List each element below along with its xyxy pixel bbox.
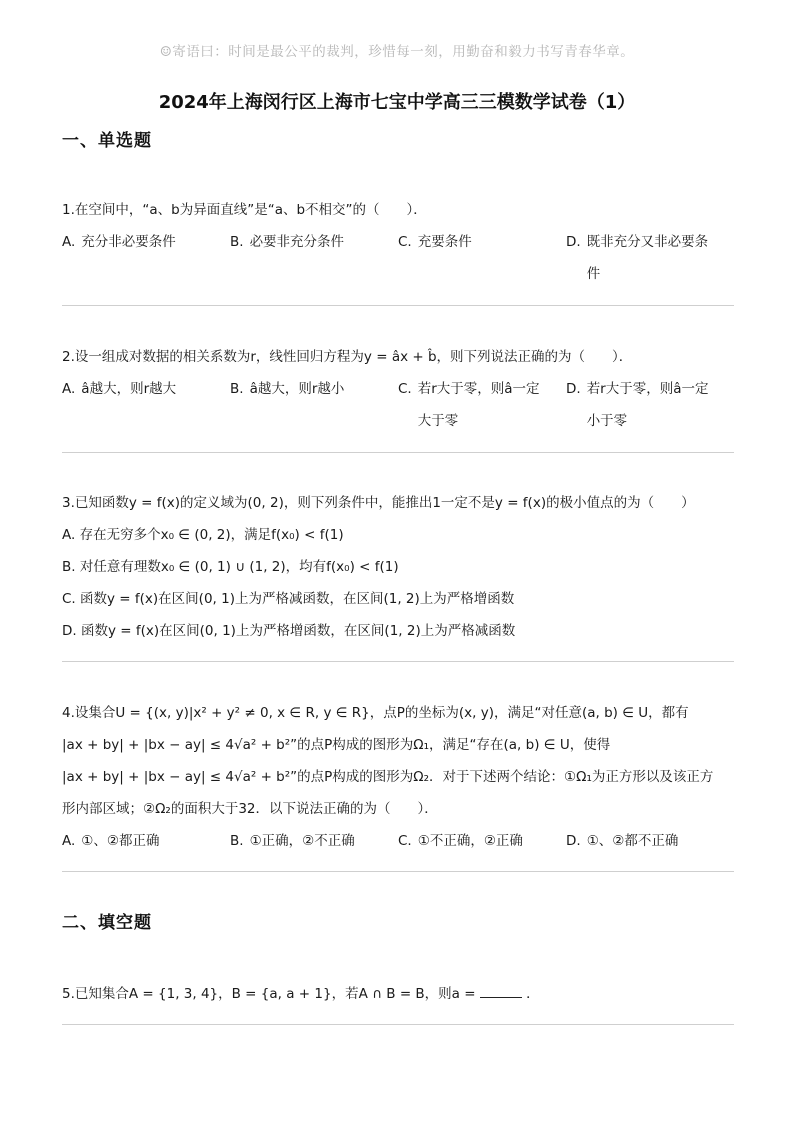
question-2-stem: 2.设一组成对数据的相关系数为r，线性回归方程为y = âx + b̂，则下列说法正确的为（ ）． bbox=[62, 349, 633, 365]
option-label: D. bbox=[566, 833, 581, 849]
option-text: ①、②都不正确 bbox=[586, 833, 679, 849]
option-text: â越大，则r越大 bbox=[81, 381, 177, 397]
page-motto: ☺寄语曰：时间是最公平的裁判，珍惜每一刻，用勤奋和毅力书写青春华章。 bbox=[159, 44, 635, 60]
option-text bbox=[587, 226, 734, 290]
option-text-line-2: 大于零 bbox=[417, 413, 459, 429]
option-text bbox=[418, 373, 566, 437]
option-text-line-1: 既非充分又非必要条 bbox=[586, 234, 709, 250]
option-text: 函数y = f(x)在区间(0, 1)上为严格增函数，在区间(1, 2)上为严格减函数 bbox=[80, 623, 516, 639]
option-label: B. bbox=[230, 833, 244, 849]
option-text: ①、②都正确 bbox=[81, 833, 160, 849]
option-text: 充要条件 bbox=[417, 234, 472, 250]
question-5-end: ． bbox=[526, 986, 540, 1002]
option-c[interactable] bbox=[398, 825, 566, 857]
option-label: A. bbox=[62, 381, 76, 397]
question-4-stem-line-2: |ax + by| + |bx − ay| ≤ 4√a² + b²”的点P构成的图形为Ω₁，满足“存在(a, b) ∈ U，使得 bbox=[62, 737, 611, 753]
option-text: 必要非充分条件 bbox=[249, 234, 345, 250]
option-d[interactable] bbox=[62, 615, 734, 647]
option-label: D. bbox=[62, 623, 77, 639]
option-label: D. bbox=[566, 234, 581, 250]
option-text: 存在无穷多个x₀ ∈ (0, 2)，满足f(x₀) < f(1) bbox=[79, 527, 344, 543]
option-text: ①正确，②不正确 bbox=[249, 833, 355, 849]
option-c[interactable] bbox=[398, 373, 566, 437]
option-label: C. bbox=[62, 591, 76, 607]
section-single-choice: 一、单选题 bbox=[62, 131, 152, 151]
option-text: 充分非必要条件 bbox=[81, 234, 176, 250]
option-text-line-2: 件 bbox=[586, 266, 601, 282]
question-3-stem: 3.已知函数y = f(x)的定义域为(0, 2)，则下列条件中，能推出1一定不是y = f(x)的极小值点的为（ ） bbox=[62, 495, 695, 511]
option-label: D. bbox=[566, 381, 581, 397]
question-2 bbox=[62, 341, 734, 437]
option-text: â越大，则r越小 bbox=[249, 381, 345, 397]
option-text-line-1: 若r大于零，则â一定 bbox=[417, 381, 540, 397]
option-a[interactable] bbox=[62, 519, 734, 551]
option-text: ①不正确，②正确 bbox=[417, 833, 523, 849]
question-4-stem-line-1: 4.设集合U = {(x, y)|x² + y² ≠ 0, x ∈ R, y ∈ R}，点P的坐标为(x, y)，满足“对任意(a, b) ∈ U，都有 bbox=[62, 705, 689, 721]
option-label: A. bbox=[62, 234, 76, 250]
option-label: C. bbox=[398, 381, 412, 397]
section-fill-blank: 二、填空题 bbox=[62, 913, 152, 933]
option-c[interactable] bbox=[398, 226, 566, 290]
option-text: 对任意有理数x₀ ∈ (0, 1) ∪ (1, 2)，均有f(x₀) < f(1) bbox=[79, 559, 399, 575]
answer-blank[interactable] bbox=[480, 983, 522, 998]
option-a[interactable] bbox=[62, 226, 230, 290]
option-label: C. bbox=[398, 234, 412, 250]
divider bbox=[62, 1024, 734, 1025]
option-label: C. bbox=[398, 833, 412, 849]
option-b[interactable] bbox=[230, 226, 398, 290]
question-4-stem-line-4: 形内部区域；②Ω₂的面积大于32．以下说法正确的为（ ）． bbox=[62, 801, 438, 817]
question-1-options bbox=[62, 226, 734, 290]
option-b[interactable] bbox=[230, 825, 398, 857]
question-4 bbox=[62, 697, 734, 857]
divider bbox=[62, 661, 734, 662]
option-b[interactable] bbox=[230, 373, 398, 437]
option-text-line-2: 小于零 bbox=[586, 413, 628, 429]
divider bbox=[62, 305, 734, 306]
option-b[interactable] bbox=[62, 551, 734, 583]
option-a[interactable] bbox=[62, 373, 230, 437]
option-text bbox=[587, 373, 734, 437]
option-label: B. bbox=[62, 559, 76, 575]
option-d[interactable] bbox=[566, 226, 734, 290]
option-text: 函数y = f(x)在区间(0, 1)上为严格减函数，在区间(1, 2)上为严格增函数 bbox=[80, 591, 515, 607]
option-d[interactable] bbox=[566, 825, 734, 857]
option-label: B. bbox=[230, 234, 244, 250]
question-4-options bbox=[62, 825, 734, 857]
option-label: A. bbox=[62, 833, 76, 849]
divider bbox=[62, 871, 734, 872]
option-label: B. bbox=[230, 381, 244, 397]
question-4-stem-line-3: |ax + by| + |bx − ay| ≤ 4√a² + b²”的点P构成的图形为Ω₂．对于下述两个结论：①Ω₁为正方形以及该正方 bbox=[62, 769, 714, 785]
page-title: 2024年上海闵行区上海市七宝中学高三三模数学试卷（1） bbox=[158, 92, 636, 113]
question-5-stem-row bbox=[62, 978, 734, 1010]
option-d[interactable] bbox=[566, 373, 734, 437]
option-a[interactable] bbox=[62, 825, 230, 857]
option-text-line-1: 若r大于零，则â一定 bbox=[586, 381, 709, 397]
question-2-options bbox=[62, 373, 734, 437]
question-1-stem: 1.在空间中，“a、b为异面直线”是“a、b不相交”的（ ）． bbox=[62, 202, 427, 218]
option-label: A. bbox=[62, 527, 76, 543]
question-5 bbox=[62, 978, 734, 1010]
question-3 bbox=[62, 487, 734, 647]
option-c[interactable] bbox=[62, 583, 734, 615]
divider bbox=[62, 452, 734, 453]
question-1 bbox=[62, 194, 734, 290]
question-5-stem: 5.已知集合A = {1, 3, 4}，B = {a, a + 1}，若A ∩ B = B，则a = bbox=[62, 986, 476, 1002]
